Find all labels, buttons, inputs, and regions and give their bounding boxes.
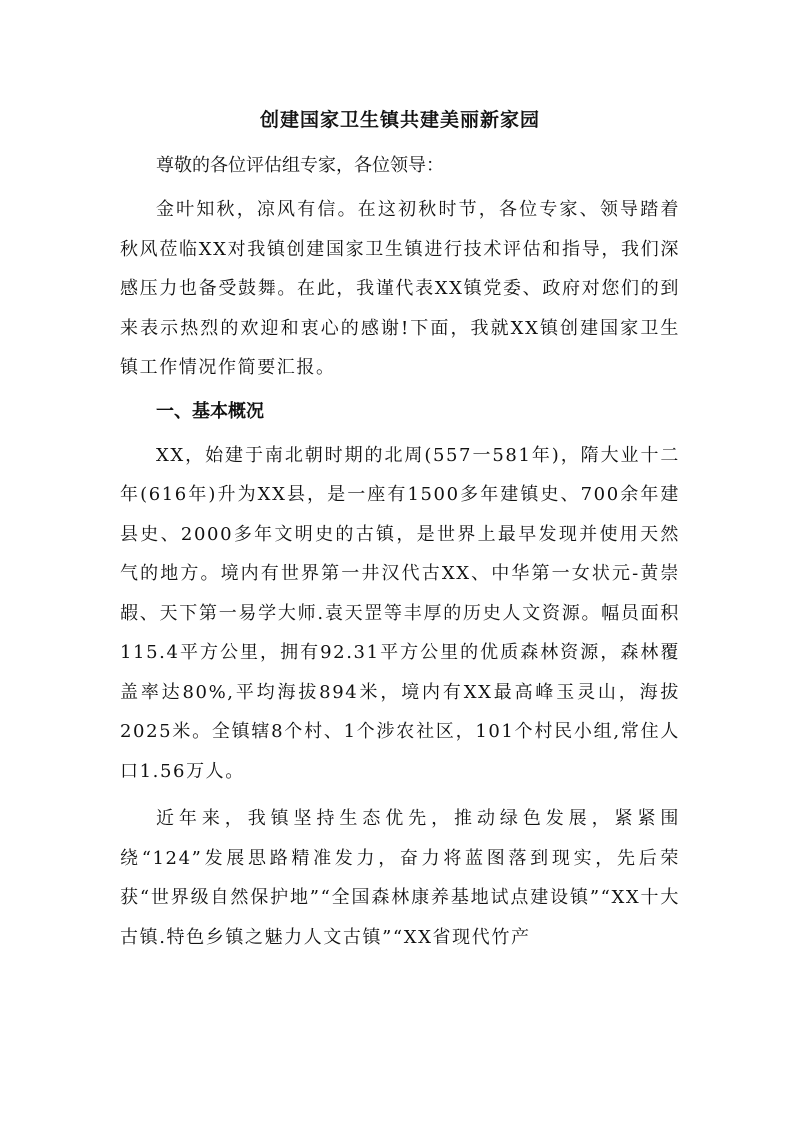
document-title: 创建国家卫生镇共建美丽新家园	[259, 109, 540, 131]
overview-paragraph-1: XX，始建于南北朝时期的北周(557一581年)，隋大业十二年(616年)升为XX县，是一座有1500多年建镇史、700余年建县史、2000多年文明史的古镇，是世界上最早发现并使用天然气的地方。境内有世界第一井汉代古XX、中华第一女状元-黄崇嘏、天下第一易学大师.袁天罡等丰厚的历史人文资源。幅员面积115.4平方公里，拥有92.31平方公里的优质森林资源，森林覆盖率达80%,平均海拔894米，境内有XX最高峰玉灵山，海拔2025米。全镇辖8个村、1个涉农社区，101个村民小组,常住人口1.56万人。	[120, 444, 680, 782]
overview-paragraph-2: 近年来，我镇坚持生态优先，推动绿色发展，紧紧围绕“124”发展思路精准发力，奋力将蓝图落到现实，先后荣获“世界级自然保护地”“全国森林康养基地试点建设镇”“XX十大古镇.特色乡镇之魅力人文古镇”“XX省现代竹产	[120, 808, 680, 948]
document-body	[120, 100, 680, 957]
intro-paragraph: 金叶知秋，凉风有信。在这初秋时节，各位专家、领导踏着秋风莅临XX对我镇创建国家卫生镇进行技术评估和指导，我们深感压力也备受鼓舞。在此，我谨代表XX镇党委、政府对您们的到来表示热烈的欢迎和衷心的感谢!下面，我就XX镇创建国家卫生镇工作情况作简要汇报。	[120, 199, 680, 378]
salutation: 尊敬的各位评估组专家，各位领导：	[156, 155, 444, 176]
section-heading-basic-overview: 一、基本概况	[156, 400, 264, 422]
